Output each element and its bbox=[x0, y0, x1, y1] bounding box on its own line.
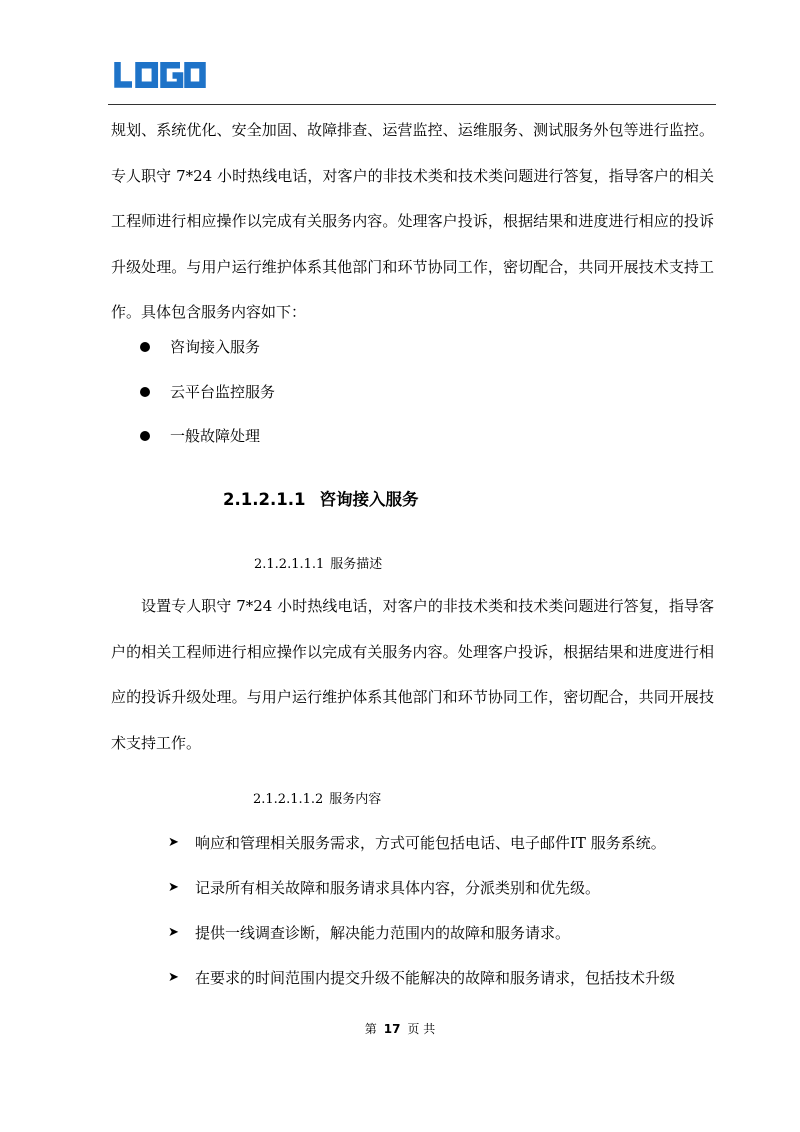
page-footer bbox=[0, 1020, 800, 1037]
section-number: 2.1.2.1.1 bbox=[223, 490, 306, 509]
section-heading bbox=[223, 486, 418, 510]
service-list bbox=[140, 325, 275, 459]
list-item bbox=[168, 910, 675, 955]
list-item-label: 咨询接入服务 bbox=[170, 338, 261, 356]
footer-suffix: 共 bbox=[423, 1022, 436, 1036]
list-item bbox=[140, 325, 275, 370]
list-item-label: 记录所有相关故障和服务请求具体内容，分派类别和优先级。 bbox=[195, 879, 601, 897]
bullet-icon bbox=[140, 387, 150, 397]
subsection-number: 2.1.2.1.1.1 bbox=[254, 557, 325, 572]
list-item bbox=[168, 820, 675, 865]
header-rule bbox=[108, 104, 716, 105]
intro-paragraph: 规划、系统优化、安全加固、故障排查、运营监控、运维服务、测试服务外包等进行监控。专人职守 7*24 小时热线电话，对客户的非技术类和技术类问题进行答复，指导客户的相关工程师进行相应操作以完成有关服务内容。处理客户投诉，根据结果和进度进行相应的投诉升级处理。与用户运行维护体系其他部门和环节协同工作，密切配合，共同开展技术支持工作。具体包含服务内容如下： bbox=[111, 121, 714, 321]
arrow-bullet-icon: ➤ bbox=[168, 880, 179, 895]
content-list bbox=[168, 820, 675, 1000]
footer-middle: 页 bbox=[407, 1022, 420, 1036]
page-number: 17 bbox=[383, 1022, 401, 1036]
list-item bbox=[168, 955, 675, 1000]
list-item bbox=[168, 865, 675, 910]
subsection-number: 2.1.2.1.1.2 bbox=[253, 792, 324, 807]
arrow-bullet-icon: ➤ bbox=[168, 970, 179, 985]
subsection-title: 服务描述 bbox=[330, 557, 383, 572]
list-item-label: 云平台监控服务 bbox=[170, 382, 276, 401]
arrow-bullet-icon: ➤ bbox=[168, 835, 179, 850]
subsection-title: 服务内容 bbox=[329, 792, 382, 807]
section-title: 咨询接入服务 bbox=[319, 490, 419, 509]
list-item-label: 响应和管理相关服务需求，方式可能包括电话、电子邮件IT 服务系统。 bbox=[195, 834, 666, 852]
arrow-bullet-icon: ➤ bbox=[168, 925, 179, 940]
bullet-icon bbox=[140, 342, 150, 352]
list-item-label: 在要求的时间范围内提交升级不能解决的故障和服务请求，包括技术升级 bbox=[195, 969, 676, 987]
list-item-label: 提供一线调查诊断，解决能力范围内的故障和服务请求。 bbox=[195, 924, 571, 942]
subsection-heading-content bbox=[253, 788, 381, 807]
list-item bbox=[140, 414, 275, 459]
footer-prefix: 第 bbox=[364, 1022, 377, 1036]
company-logo bbox=[114, 62, 206, 92]
list-item bbox=[140, 370, 275, 415]
description-paragraph: 设置专人职守 7*24 小时热线电话，对客户的非技术类和技术类问题进行答复，指导客户的相关工程师进行相应操作以完成有关服务内容。处理客户投诉，根据结果和进度进行相应的投诉升级处理。与用户运行维护体系其他部门和环节协同工作，密切配合，共同开展技术支持工作。 bbox=[111, 597, 714, 752]
bullet-icon bbox=[140, 431, 150, 441]
list-item-label: 一般故障处理 bbox=[170, 427, 261, 445]
subsection-heading-description bbox=[254, 553, 382, 572]
